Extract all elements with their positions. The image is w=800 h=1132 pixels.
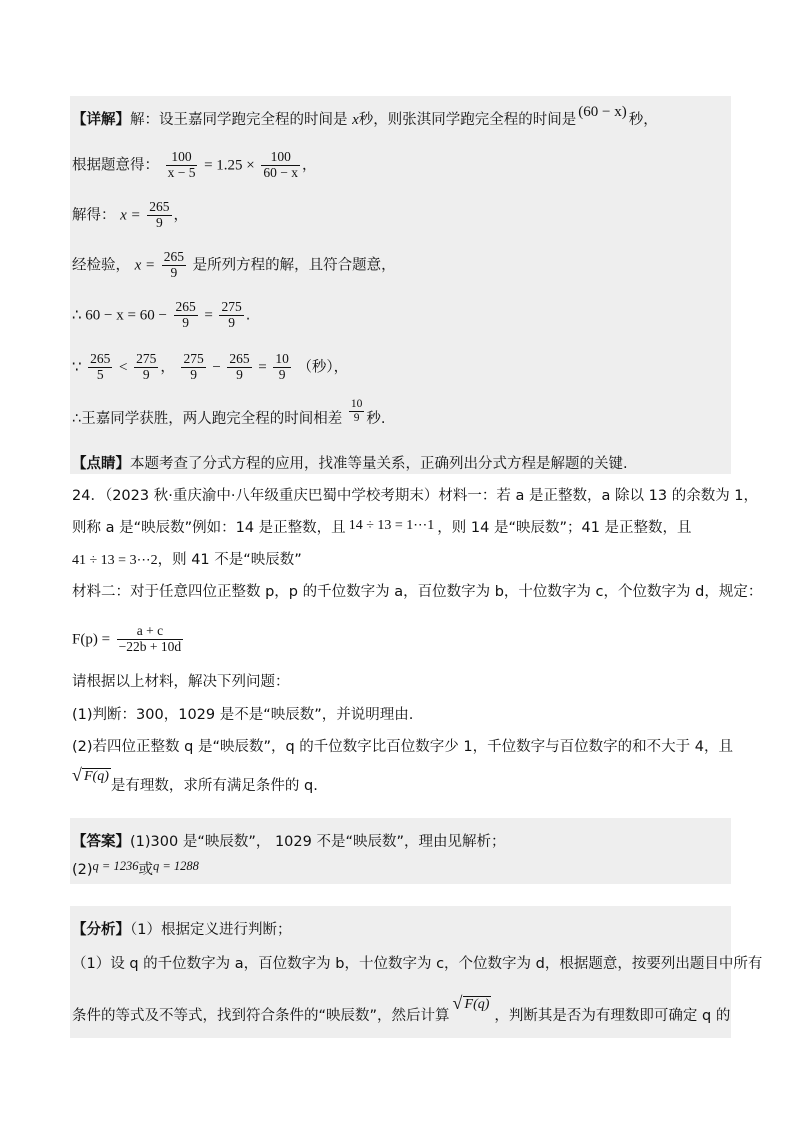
unit-seconds: （秒）， [297,359,349,376]
eq-coefficient: = 1.25 × [204,157,255,174]
var-x: x [352,112,359,128]
problem-24-line-4: 材料二：对于任意四位正整数 p，p 的千位数字为 a，百位数字为 b，十位数字为 c，个位数字为 d，规定： [72,584,763,600]
formula-lhs: F(p) = [72,631,111,648]
expr-60-minus-x: (60 − x) [578,104,627,120]
answer-line-1 [72,830,506,851]
conclusion-end: 秒. [366,411,386,428]
detail-mid: 秒，则张淇同学跑完全程的时间是 [358,112,577,128]
division-example-41: 41 ÷ 13 = 3⋯2 [72,553,158,568]
question-2-line-1: (2)若四位正整数 q 是“映辰数”，q 的千位数字比百位数字少 1，千位数字与百位数字的和不大于 4，且 [72,739,733,755]
analysis-line-2: （1）设 q 的千位数字为 a，百位数字为 b，十位数字为 c，个位数字为 d，根据题意，按要列出题目中所有 [72,956,763,972]
check-fraction: $\frac{265}{9}$ [163,249,184,280]
eq-fraction-1: $\frac{100}{x - 5}$ [167,149,196,180]
conclusion-prefix: ∴王嘉同学获胜，两人跑完全程的时间相差 [72,411,343,428]
check-tail: 是所列方程的解，且符合题意， [192,257,396,274]
problem-24-line-2: 则称 a 是“映辰数”例如：14 是正整数，且 14 ÷ 13 = 1⋯1 ，则 14 是“映辰数”；41 是正整数，且 [72,518,692,536]
solve-lead: 解得： [72,207,116,224]
analysis-line-1: 【分析】（1）根据定义进行判断； [72,922,292,938]
calc-fraction-265: $\frac{265}{9}$ [175,299,196,330]
question-1: (1)判断：300，1029 是不是“映辰数”，并说明理由. [72,707,414,723]
conclusion-fraction: $\frac{10}{9}$ [350,398,363,424]
formula-fraction: $\frac{a + c}{-22b + 10d}$ [118,623,182,654]
formula-F-p [72,624,185,655]
calc-fraction-275: $\frac{275}{9}$ [221,299,242,330]
comment-text: 本题考查了分式方程的应用，找准等量关系，正确列出分式方程是解题的关键. [130,456,628,472]
answer-q-1236: q = 1236 [92,859,139,873]
answer-q-1288: q = 1288 [152,859,199,873]
sqrt-F-q: √ F(q) [72,765,109,785]
diff-result-fraction: $\frac{10}{9}$ [275,351,289,382]
problem-24-line-3: 41 ÷ 13 = 3⋯2，则 41 不是“映辰数” [72,552,302,568]
diff-fraction-275: $\frac{275}{9}$ [183,351,204,382]
detail-end: 秒， [628,112,658,128]
because-symbol: ∵ [72,359,82,376]
answer-line-2: (2)q = 1236或q = 1288 [72,859,199,878]
check-x: x = [134,257,156,274]
answer-1: (1)300 是“映辰数”， 1029 不是“映辰数”，理由见解析； [130,834,506,850]
question-2-line-2: √ F(q)是有理数，求所有满足条件的 q. [72,765,318,794]
diff-fraction-265: $\frac{265}{9}$ [229,351,250,382]
analysis-tag: 【分析】 [72,922,130,938]
analysis-line-3: 条件的等式及不等式，找到符合条件的“映辰数”，然后计算 √ F(q)，判断其是否为有理数即可确定 q 的 [72,993,731,1024]
answer-tag: 【答案】 [72,834,130,850]
fraction-265-9: $\frac{265}{9}$ [149,199,170,230]
check-line [72,250,396,281]
detail-line [72,104,658,129]
equation-line: 根据题意得： $\frac{100}{x - 5}$ = 1.25 × $\frac{100}{60 - x}$ ， [72,149,317,180]
eq-lead: 根据题意得： [72,157,159,174]
compare-fraction-275-9: $\frac{275}{9}$ [136,351,157,382]
compare-fraction-265-5: $\frac{265}{5}$ [90,351,111,382]
compare-line: ∵ $\frac{265}{5}$ < $\frac{275}{9}$ ， $\frac{275}{9}$ − $\frac{265}{9}$ = $\frac{10}{9}$ （秒）， [72,351,349,382]
calc-line: ∴ 60 − x = 60 − $\frac{265}{9}$ = $\frac{275}{9}$ . [72,299,251,330]
solve-line: 解得： x = $\frac{265}{9}$ ， [72,199,188,230]
conclusion-line [72,398,386,432]
solve-x: x = [120,207,141,224]
instruction-line: 请根据以上材料，解决下列问题： [72,674,290,690]
comment-tag: 【点睛】 [72,456,130,472]
detail-lead: 解：设王嘉同学跑完全程的时间是 [130,112,348,128]
eq-fraction-2: $\frac{100}{60 - x}$ [263,149,298,180]
comment-line [72,452,628,473]
problem-24-line-1: 24．（2023 秋·重庆渝中·八年级重庆巴蜀中学校考期末）材料一：若 a 是正整数，a 除以 13 的余数为 1， [72,488,759,504]
detail-tag: 【详解】 [72,112,130,128]
calc-prefix: ∴ 60 − x = 60 − [72,307,167,324]
analysis-sqrt-F-q: √ F(q) [452,993,490,1013]
division-example-14: 14 ÷ 13 = 1⋯1 [348,518,435,533]
check-lead: 经检验， [72,257,130,274]
